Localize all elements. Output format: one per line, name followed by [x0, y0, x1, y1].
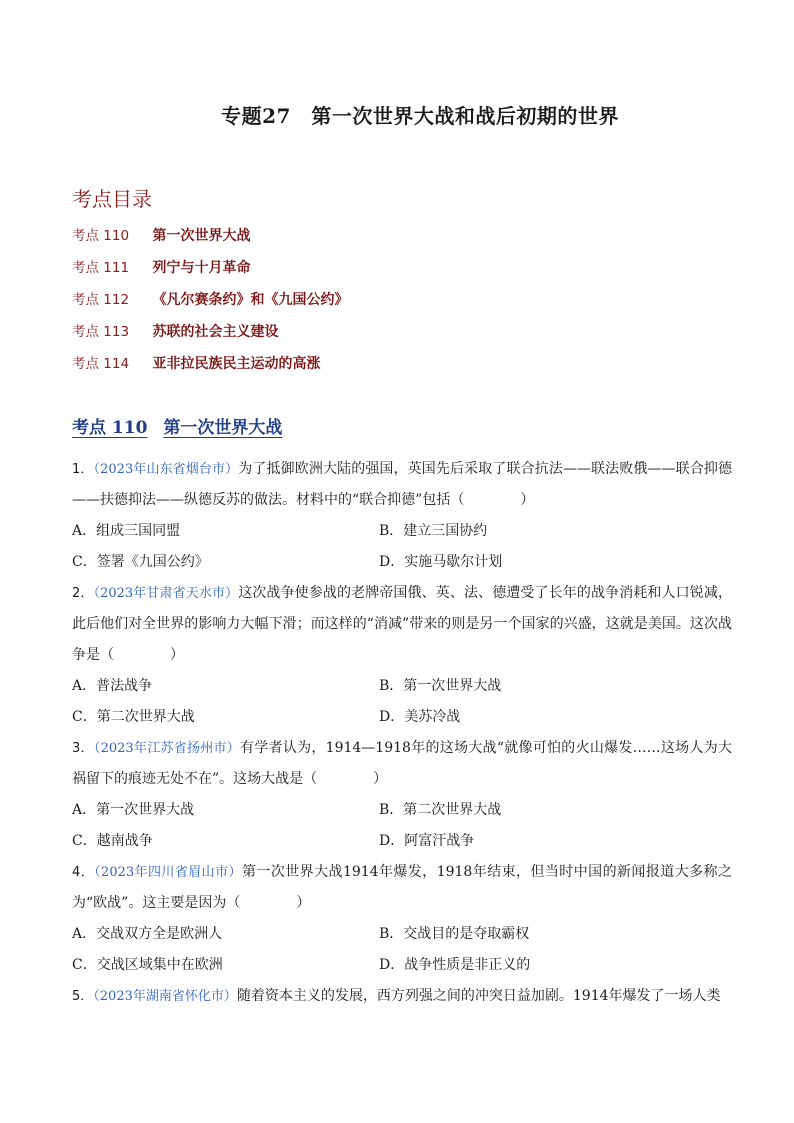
question-list	[72, 454, 732, 1012]
toc-item[interactable]	[72, 353, 348, 385]
toc-item[interactable]	[72, 321, 348, 353]
option-d[interactable]: D．美苏冷战	[379, 709, 461, 725]
option-d[interactable]: D．实施马歇尔计划	[379, 554, 503, 570]
question-source: （2023年甘肃省天水市）	[93, 586, 239, 601]
question-stem: 2．（2023年甘肃省天水市）这次战争使参战的老牌帝国俄、英、法、德遭受了长年的战争消耗和人口锐减，此后他们对全世界的影响力大幅下滑；而这样的“消减”带来的则是另一个国家的兴盛，这就是美国。这次战争是（ ）	[72, 585, 732, 663]
question-source: （2023年四川省眉山市）	[94, 865, 242, 880]
section-title: 第一次世界大战	[163, 418, 283, 438]
option-a[interactable]: A．组成三国同盟	[72, 523, 181, 539]
question-2	[72, 578, 732, 733]
question-source: （2023年江苏省扬州市）	[93, 741, 241, 756]
toc-item[interactable]	[72, 289, 348, 321]
section-heading	[72, 413, 282, 438]
toc-item-number: 考点 114	[72, 356, 130, 372]
question-text: 有学者认为，1914—1918年的这场大战“就像可怕的火山爆发……这场人为大祸留下的痕迹无处不在”。这场大战是（	[72, 740, 732, 787]
question-number: 1．	[72, 462, 94, 477]
option-a[interactable]: A．交战双方全是欧洲人	[72, 926, 223, 942]
question-text: 随着资本主义的发展，西方列强之间的冲突日益加剧。1914年爆发了一场人类	[236, 988, 721, 1004]
question-source: （2023年湖南省怀化市）	[93, 989, 237, 1004]
question-3	[72, 733, 732, 857]
toc-item[interactable]	[72, 257, 348, 289]
option-c[interactable]: C．签署《九国公约》	[72, 554, 209, 570]
question-number: 5．	[72, 989, 94, 1004]
question-text: 为了抵御欧洲大陆的强国，英国先后采取了联合抗法——联法败俄——联合抑德——扶德抑法——纵德反苏的做法。材料中的“联合抑德”包括（	[72, 461, 732, 508]
toc-item-number: 考点 110	[72, 228, 130, 244]
option-d[interactable]: D．战争性质是非正义的	[379, 957, 531, 973]
option-c[interactable]: C．越南战争	[72, 833, 153, 849]
option-b[interactable]: B．第二次世界大战	[379, 802, 502, 818]
page-title: 专题27 第一次世界大战和战后初期的世界	[221, 104, 619, 128]
option-c[interactable]: C．交战区域集中在欧洲	[72, 957, 223, 973]
question-source: （2023年山东省烟台市）	[93, 462, 239, 477]
option-c[interactable]: C．第二次世界大战	[72, 709, 195, 725]
toc-item-label: 列宁与十月革命	[152, 260, 251, 276]
toc-item-label: 苏联的社会主义建设	[152, 324, 279, 340]
question-text: 这次战争使参战的老牌帝国俄、英、法、德遭受了长年的战争消耗和人口锐减，此后他们对全世界的影响力大幅下滑；而这样的“消减”带来的则是另一个国家的兴盛，这就是美国。这次战争是（	[72, 585, 732, 663]
option-b[interactable]: B．建立三国协约	[379, 523, 488, 539]
question-stem: 3．（2023年江苏省扬州市）有学者认为，1914—1918年的这场大战“就像可怕的火山爆发……这场人为大祸留下的痕迹无处不在”。这场大战是（ ）	[72, 740, 732, 787]
question-text: 第一次世界大战1914年爆发，1918年结束，但当时中国的新闻报道大多称之为“欧战”。这主要是因为（	[72, 864, 732, 911]
toc-heading: 考点目录	[72, 187, 152, 211]
question-number: 2．	[72, 586, 94, 601]
toc-item-number: 考点 111	[72, 260, 130, 276]
toc-list	[72, 225, 348, 385]
toc-item[interactable]	[72, 225, 348, 257]
question-stem: 1．（2023年山东省烟台市）为了抵御欧洲大陆的强国，英国先后采取了联合抗法——联法败俄——联合抑德——扶德抑法——纵德反苏的做法。材料中的“联合抑德”包括（ ）	[72, 461, 732, 508]
question-1	[72, 454, 732, 578]
section-number: 考点 110	[72, 418, 148, 438]
toc-item-number: 考点 113	[72, 324, 130, 340]
question-number: 4．	[72, 865, 95, 880]
option-a[interactable]: A．第一次世界大战	[72, 802, 195, 818]
toc-item-label: 第一次世界大战	[152, 228, 251, 244]
question-5	[72, 981, 732, 1012]
option-list	[72, 919, 732, 981]
option-d[interactable]: D．阿富汗战争	[379, 833, 475, 849]
question-number: 3．	[72, 741, 94, 756]
question-4	[72, 857, 732, 981]
option-a[interactable]: A．普法战争	[72, 678, 153, 694]
option-b[interactable]: B．交战目的是夺取霸权	[379, 926, 530, 942]
question-stem	[72, 981, 732, 1012]
option-list	[72, 671, 732, 733]
toc-item-label: 《凡尔赛条约》和《九国公约》	[152, 292, 349, 308]
question-stem: 4．（2023年四川省眉山市）第一次世界大战1914年爆发，1918年结束，但当时中国的新闻报道大多称之为“欧战”。这主要是因为（ ）	[72, 864, 732, 911]
option-list	[72, 795, 732, 857]
option-list	[72, 516, 732, 578]
toc-item-number: 考点 112	[72, 292, 130, 308]
toc-item-label: 亚非拉民族民主运动的高涨	[152, 356, 321, 372]
option-b[interactable]: B．第一次世界大战	[379, 678, 502, 694]
